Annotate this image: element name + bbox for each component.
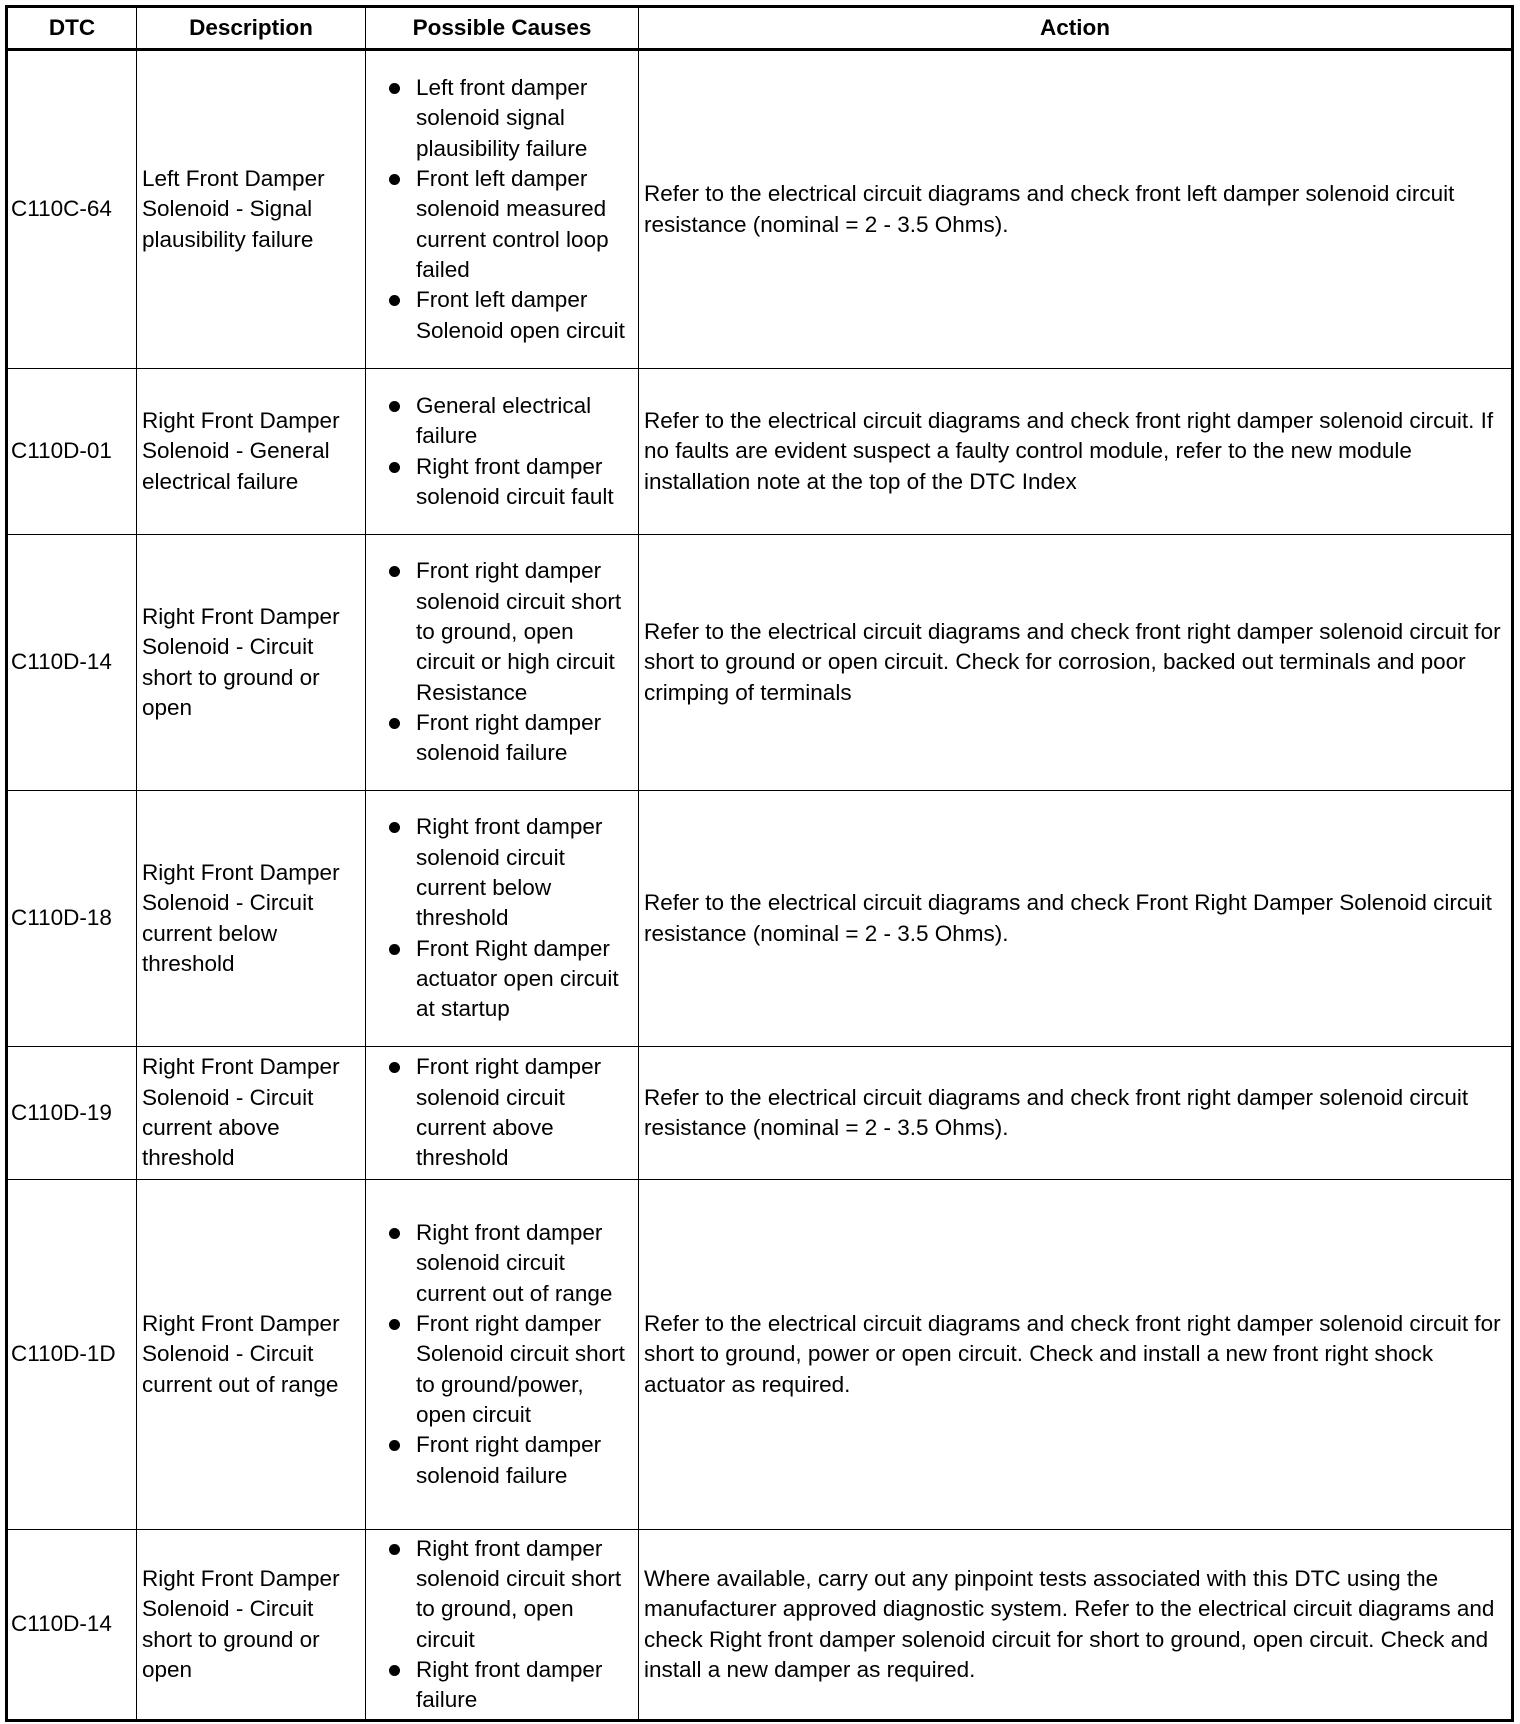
cause-item: Front right damper solenoid circuit current above threshold: [370, 1052, 634, 1173]
dtc-code: C110D-01: [7, 369, 137, 535]
description: Right Front Damper Solenoid - Circuit short to ground or open: [137, 1530, 366, 1721]
cause-item: Front Right damper actuator open circuit at startup: [370, 934, 634, 1025]
possible-causes: [366, 1180, 639, 1530]
dtc-code: C110D-14: [7, 1530, 137, 1721]
description: Left Front Damper Solenoid - Signal plausibility failure: [137, 50, 366, 369]
dtc-code: C110C-64: [7, 50, 137, 369]
table-row: [7, 1530, 1513, 1721]
cause-item: Right front damper solenoid circuit short to ground, open circuit: [370, 1534, 634, 1655]
dtc-code: C110D-14: [7, 535, 137, 791]
dtc-code: C110D-1D: [7, 1180, 137, 1530]
cause-item: Right front damper failure: [370, 1655, 634, 1716]
table-row: [7, 1047, 1513, 1180]
action: Refer to the electrical circuit diagrams and check front right damper solenoid circuit resistance (nominal = 2 - 3.5 Ohms).: [639, 1047, 1513, 1180]
action: Refer to the electrical circuit diagrams and check front left damper solenoid circuit resistance (nominal = 2 - 3.5 Ohms).: [639, 50, 1513, 369]
causes-list: [370, 391, 634, 512]
causes-list: [370, 1052, 634, 1173]
dtc-code: C110D-18: [7, 791, 137, 1047]
cause-item: Front left damper Solenoid open circuit: [370, 285, 634, 346]
header-action: Action: [639, 7, 1513, 50]
header-dtc: DTC: [7, 7, 137, 50]
description: Right Front Damper Solenoid - General electrical failure: [137, 369, 366, 535]
possible-causes: [366, 1047, 639, 1180]
cause-item: Right front damper solenoid circuit fault: [370, 452, 634, 513]
cause-item: Front right damper solenoid failure: [370, 708, 634, 769]
action: Where available, carry out any pinpoint tests associated with this DTC using the manufacturer approved diagnostic system. Refer to the electrical circuit diagrams and check Right front damper solenoid circuit for short to ground, open circuit. Check and install a new damper as required.: [639, 1530, 1513, 1721]
possible-causes: [366, 50, 639, 369]
header-row: [7, 7, 1513, 50]
dtc-table: [5, 5, 1514, 1722]
causes-list: [370, 556, 634, 768]
table-row: [7, 535, 1513, 791]
action: Refer to the electrical circuit diagrams and check front right damper solenoid circuit. If no faults are evident suspect a faulty control module, refer to the new module installation note at the top of the DTC Index: [639, 369, 1513, 535]
action: Refer to the electrical circuit diagrams and check Front Right Damper Solenoid circuit resistance (nominal = 2 - 3.5 Ohms).: [639, 791, 1513, 1047]
causes-list: [370, 1534, 634, 1716]
description: Right Front Damper Solenoid - Circuit short to ground or open: [137, 535, 366, 791]
cause-item: Front right damper solenoid failure: [370, 1430, 634, 1491]
table-row: [7, 369, 1513, 535]
table-row: [7, 50, 1513, 369]
possible-causes: [366, 791, 639, 1047]
causes-list: [370, 73, 634, 346]
cause-item: Front left damper solenoid measured current control loop failed: [370, 164, 634, 285]
dtc-code: C110D-19: [7, 1047, 137, 1180]
description: Right Front Damper Solenoid - Circuit current out of range: [137, 1180, 366, 1530]
table-row: [7, 1180, 1513, 1530]
possible-causes: [366, 1530, 639, 1721]
cause-item: General electrical failure: [370, 391, 634, 452]
action: Refer to the electrical circuit diagrams and check front right damper solenoid circuit for short to ground, power or open circuit. Check and install a new front right shock actuator as required.: [639, 1180, 1513, 1530]
possible-causes: [366, 535, 639, 791]
action: Refer to the electrical circuit diagrams and check front right damper solenoid circuit for short to ground or open circuit. Check for corrosion, backed out terminals and poor crimping of terminals: [639, 535, 1513, 791]
causes-list: [370, 812, 634, 1024]
description: Right Front Damper Solenoid - Circuit current below threshold: [137, 791, 366, 1047]
cause-item: Front right damper Solenoid circuit short to ground/power, open circuit: [370, 1309, 634, 1430]
cause-item: Right front damper solenoid circuit current below threshold: [370, 812, 634, 933]
cause-item: Left front damper solenoid signal plausibility failure: [370, 73, 634, 164]
causes-list: [370, 1218, 634, 1491]
possible-causes: [366, 369, 639, 535]
header-possible-causes: Possible Causes: [366, 7, 639, 50]
header-description: Description: [137, 7, 366, 50]
cause-item: Right front damper solenoid circuit current out of range: [370, 1218, 634, 1309]
cause-item: Front right damper solenoid circuit short to ground, open circuit or high circuit Resistance: [370, 556, 634, 707]
description: Right Front Damper Solenoid - Circuit current above threshold: [137, 1047, 366, 1180]
table-row: [7, 791, 1513, 1047]
